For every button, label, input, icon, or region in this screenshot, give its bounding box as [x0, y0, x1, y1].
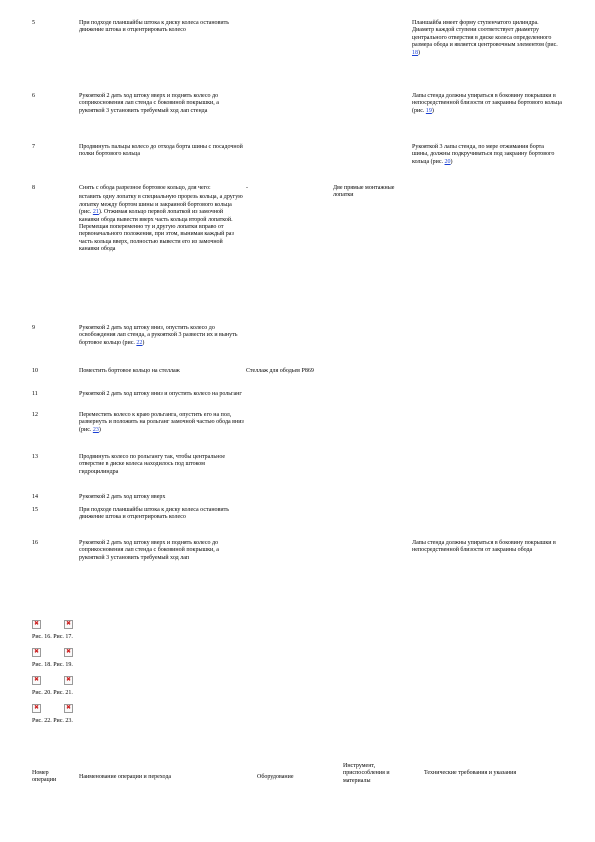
figure-caption: Рис. 20. Рис. 21. [32, 690, 73, 696]
cell-text: Лапы стенда должны упираться в боковину покрышки в непосредственной близости от закраины бортового кольца (рис. [412, 93, 562, 114]
operation-description [79, 144, 244, 159]
broken-image-icon [32, 620, 41, 629]
broken-image-icon [32, 676, 41, 685]
operation-description [79, 540, 244, 562]
operation-description [79, 454, 244, 476]
requirements-cell [412, 20, 562, 57]
broken-image-icon [32, 704, 41, 713]
operation-number: 8 [32, 185, 35, 191]
requirements-cell [412, 144, 562, 166]
operation-paragraph: Снять с обода разрезное бортовое кольцо, для чего: [79, 185, 211, 191]
operation-number: 9 [32, 325, 35, 331]
header-requirements: Технические требования и указания [424, 770, 517, 776]
operation-number: 7 [32, 144, 35, 150]
operation-number: 6 [32, 93, 35, 99]
broken-image-icon [64, 704, 73, 713]
header-operation-number: Номер операции [32, 770, 57, 784]
cell-text: ) [450, 158, 453, 165]
cell-text: ). Отжимая кольцо первой лопаткой из замочной канавки обода вывести вверх часть кольца второй лопаткой. Перемещая попеременно ту и другую лопатки вправо от первоначального положения, при этом, вынимая каждый раз часть кольца вверх, полностью вывести его из замочной канавки обода [79, 209, 234, 253]
cell-text: ) [431, 107, 434, 114]
cell-text: Рукояткой 2 дать ход штоку вверх и поднять колесо до соприкосновения лап стенда с боковиной покрышки, а рукояткой 3 установить требуемый ход лап [79, 540, 219, 561]
cell-text: Поместить бортовое кольцо на стеллаж [79, 368, 180, 374]
cell-text: ) [142, 339, 145, 346]
cell-text: Рукояткой 3 лапы стенда, по мере отжимания борта шины, должны подкручиваться под закраину бортового кольца (рис. [412, 144, 555, 165]
figure-caption: Рис. 18. Рис. 19. [32, 662, 73, 668]
figure-link[interactable]: 22 [136, 339, 143, 346]
figure-link[interactable]: 23 [92, 426, 99, 433]
operation-description [79, 368, 244, 375]
operation-number: 14 [32, 494, 38, 500]
broken-image-icon [64, 648, 73, 657]
operation-description [79, 412, 244, 434]
cell-text: Продвинуть колесо по рольгангу так, чтобы центральное отверстие в диске колеса находилось под штоком гидроцилиндра [79, 454, 226, 475]
broken-image-icon [64, 676, 73, 685]
operation-number: 12 [32, 412, 38, 418]
requirements-cell [412, 540, 562, 555]
figure-caption: Рис. 16. Рис. 17. [32, 634, 73, 640]
cell-text: Продвинуть пальцы колесо до отхода борта шины с посадочной полки бортового кольца [79, 144, 243, 158]
operation-paragraph [79, 194, 244, 253]
cell-text: Лапы стенда должны упираться в боковину покрышки в непосредственной близости от закраины обода [412, 540, 556, 554]
cell-text: Рукояткой 2 дать ход штоку вверх [79, 494, 166, 500]
header-equipment: Оборудование [257, 774, 294, 780]
operation-number: 13 [32, 454, 38, 460]
figure-caption: Рис. 22. Рис. 23. [32, 718, 73, 724]
figure-link[interactable]: 20 [444, 158, 451, 165]
cell-text: Рукояткой 2 дать ход штоку вниз, опустить колесо до освобождения лап стенда, а рукояткой 3 развести их и вынуть бортовое кольцо (рис. [79, 325, 238, 346]
operation-description [79, 325, 244, 347]
operation-number: 10 [32, 368, 38, 374]
figure-link[interactable]: 21 [92, 209, 99, 216]
cell-text: вставить одну лопатку в специальную прорезь кольца, а другую лопатку между бортом шины и закраиной бортового кольца (рис. [79, 194, 243, 216]
operation-number: 15 [32, 507, 38, 513]
operation-number: 5 [32, 20, 35, 26]
cell-text: При подходе планшайбы штока к диску колеса остановить движение штока и отцентрировать колесо [79, 507, 229, 521]
tools-cell: Две прямые монтажные лопатки [333, 185, 395, 199]
operation-description [79, 391, 244, 398]
operation-number: 11 [32, 391, 38, 397]
operation-description [79, 93, 244, 115]
header-tools: Инструмент, приспособления и материалы [343, 763, 390, 784]
cell-text: Переместить колесо к краю рольганга, опустить его на пол, развернуть и положить на рольганг замочной частью обода вниз (рис. [79, 412, 244, 433]
cell-text: ) [418, 49, 420, 56]
figure-link[interactable]: 18 [412, 49, 418, 56]
broken-image-icon [64, 620, 73, 629]
cell-text: Рукояткой 2 дать ход штоку вверх и поднять колесо до соприкосновения лап стенда с боковиной покрышки, а рукояткой 3 установить требуемый ход лап стенда [79, 93, 219, 114]
cell-text: Планшайба имеет форму ступенчатого цилиндра. Диаметр каждой ступени соответствует диаметру центрального отверстия в диске колеса определенного размера обода и является центровочным элементом (рис. [412, 20, 558, 49]
cell-text: Рукояткой 2 дать ход штоку вниз и опустить колесо на рольганг [79, 391, 242, 397]
operation-description [79, 20, 244, 35]
equipment-cell: - [246, 185, 248, 191]
operation-number: 16 [32, 540, 38, 546]
operation-description [79, 185, 244, 256]
requirements-cell [412, 93, 562, 115]
equipment-cell: Стеллаж для ободьев Р869 [246, 368, 314, 374]
operation-description [79, 507, 244, 522]
figure-link[interactable]: 19 [425, 107, 432, 114]
broken-image-icon [32, 648, 41, 657]
operation-description [79, 494, 244, 501]
cell-text: ) [98, 426, 101, 433]
header-operation-name: Наименование операции и перехода [79, 774, 172, 780]
cell-text: При подходе планшайбы штока к диску колеса остановить движение штока и отцентрировать колесо [79, 20, 229, 34]
